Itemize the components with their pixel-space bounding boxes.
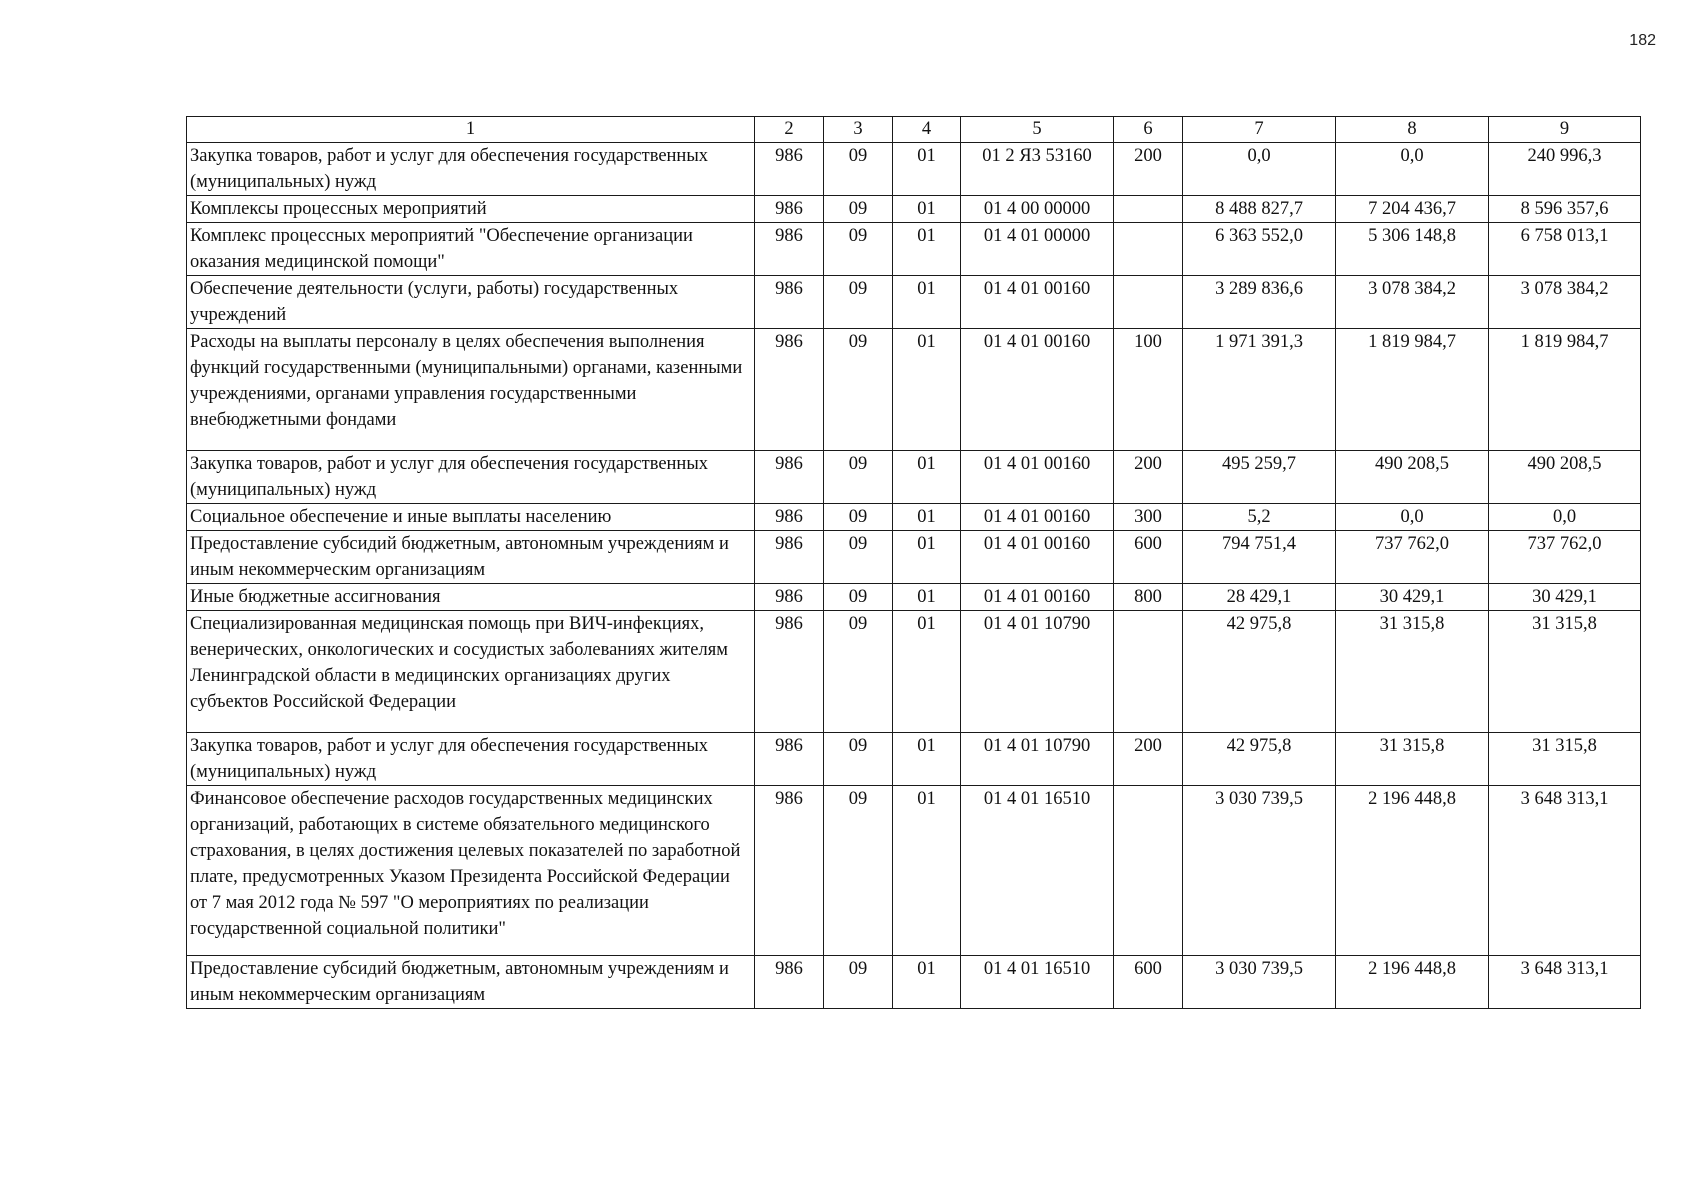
amount-col8-cell: 31 315,8: [1336, 733, 1489, 786]
section-cell: 09: [824, 223, 893, 276]
subsection-cell: 01: [893, 504, 961, 531]
row-name-cell: Комплексы процессных мероприятий: [187, 196, 755, 223]
amount-col9-cell: 737 762,0: [1489, 531, 1641, 584]
column-header: 9: [1489, 117, 1641, 143]
row-name-cell: Закупка товаров, работ и услуг для обеспечения государственных (муниципальных) нужд: [187, 143, 755, 196]
row-name-cell: Финансовое обеспечение расходов государственных медицинских организаций, работающих в системе обязательного медицинского страхования, в целях достижения целевых показателей по заработной плате, предусмотренных Указом Президента Российской Федерации от 7 мая 2012 года № 597 "О мероприятиях по реализации государственной социальной политики": [187, 786, 755, 956]
table-row: [187, 611, 1641, 733]
amount-col7-cell: 0,0: [1183, 143, 1336, 196]
expense-type-cell: [1114, 611, 1183, 733]
expense-type-cell: [1114, 196, 1183, 223]
column-header: 4: [893, 117, 961, 143]
target-article-cell: 01 4 00 00000: [961, 196, 1114, 223]
row-name-cell: Социальное обеспечение и иные выплаты населению: [187, 504, 755, 531]
target-article-cell: 01 4 01 00160: [961, 531, 1114, 584]
amount-col7-cell: 5,2: [1183, 504, 1336, 531]
page-number: 182: [1629, 32, 1656, 49]
amount-col9-cell: 3 648 313,1: [1489, 786, 1641, 956]
expense-type-cell: [1114, 786, 1183, 956]
section-cell: 09: [824, 584, 893, 611]
publisher-code-cell: 986: [755, 786, 824, 956]
publisher-code-cell: 986: [755, 223, 824, 276]
amount-col7-cell: 794 751,4: [1183, 531, 1336, 584]
expense-type-cell: [1114, 223, 1183, 276]
table-row: [187, 143, 1641, 196]
publisher-code-cell: 986: [755, 276, 824, 329]
amount-col8-cell: 2 196 448,8: [1336, 956, 1489, 1009]
target-article-cell: 01 4 01 16510: [961, 786, 1114, 956]
amount-col9-cell: 0,0: [1489, 504, 1641, 531]
row-name-cell: Комплекс процессных мероприятий "Обеспечение организации оказания медицинской помощи": [187, 223, 755, 276]
section-cell: 09: [824, 451, 893, 504]
target-article-cell: 01 4 01 00160: [961, 504, 1114, 531]
column-header: 2: [755, 117, 824, 143]
amount-col8-cell: 30 429,1: [1336, 584, 1489, 611]
amount-col9-cell: 8 596 357,6: [1489, 196, 1641, 223]
table-row: [187, 329, 1641, 451]
amount-col7-cell: 42 975,8: [1183, 733, 1336, 786]
table-row: [187, 956, 1641, 1009]
amount-col7-cell: 495 259,7: [1183, 451, 1336, 504]
target-article-cell: 01 2 Я3 53160: [961, 143, 1114, 196]
subsection-cell: 01: [893, 611, 961, 733]
section-cell: 09: [824, 956, 893, 1009]
subsection-cell: 01: [893, 329, 961, 451]
section-cell: 09: [824, 786, 893, 956]
amount-col9-cell: 30 429,1: [1489, 584, 1641, 611]
amount-col8-cell: 0,0: [1336, 504, 1489, 531]
column-number-row: [187, 117, 1641, 143]
amount-col8-cell: 31 315,8: [1336, 611, 1489, 733]
amount-col9-cell: 3 648 313,1: [1489, 956, 1641, 1009]
column-header: 3: [824, 117, 893, 143]
column-header: 7: [1183, 117, 1336, 143]
amount-col8-cell: 737 762,0: [1336, 531, 1489, 584]
publisher-code-cell: 986: [755, 733, 824, 786]
amount-col8-cell: 2 196 448,8: [1336, 786, 1489, 956]
expense-type-cell: 600: [1114, 531, 1183, 584]
table-row: [187, 504, 1641, 531]
table-row: [187, 223, 1641, 276]
subsection-cell: 01: [893, 276, 961, 329]
section-cell: 09: [824, 531, 893, 584]
expense-type-cell: 200: [1114, 733, 1183, 786]
target-article-cell: 01 4 01 10790: [961, 733, 1114, 786]
subsection-cell: 01: [893, 786, 961, 956]
amount-col8-cell: 5 306 148,8: [1336, 223, 1489, 276]
amount-col7-cell: 1 971 391,3: [1183, 329, 1336, 451]
amount-col9-cell: 240 996,3: [1489, 143, 1641, 196]
table-row: [187, 733, 1641, 786]
subsection-cell: 01: [893, 531, 961, 584]
table-row: [187, 276, 1641, 329]
amount-col7-cell: 8 488 827,7: [1183, 196, 1336, 223]
amount-col7-cell: 6 363 552,0: [1183, 223, 1336, 276]
column-header: 6: [1114, 117, 1183, 143]
section-cell: 09: [824, 504, 893, 531]
target-article-cell: 01 4 01 00000: [961, 223, 1114, 276]
table-row: [187, 786, 1641, 956]
row-name-cell: Специализированная медицинская помощь при ВИЧ-инфекциях, венерических, онкологических и сосудистых заболеваниях жителям Ленинградской области в медицинских организациях других субъектов Российской Федерации: [187, 611, 755, 733]
section-cell: 09: [824, 276, 893, 329]
table-row: [187, 584, 1641, 611]
table-row: [187, 531, 1641, 584]
subsection-cell: 01: [893, 451, 961, 504]
column-header: 8: [1336, 117, 1489, 143]
target-article-cell: 01 4 01 00160: [961, 276, 1114, 329]
publisher-code-cell: 986: [755, 584, 824, 611]
amount-col8-cell: 0,0: [1336, 143, 1489, 196]
amount-col7-cell: 3 030 739,5: [1183, 956, 1336, 1009]
target-article-cell: 01 4 01 00160: [961, 584, 1114, 611]
row-name-cell: Предоставление субсидий бюджетным, автономным учреждениям и иным некоммерческим организациям: [187, 531, 755, 584]
amount-col9-cell: 3 078 384,2: [1489, 276, 1641, 329]
amount-col9-cell: 31 315,8: [1489, 611, 1641, 733]
target-article-cell: 01 4 01 00160: [961, 451, 1114, 504]
subsection-cell: 01: [893, 733, 961, 786]
publisher-code-cell: 986: [755, 956, 824, 1009]
expense-type-cell: 100: [1114, 329, 1183, 451]
amount-col9-cell: 1 819 984,7: [1489, 329, 1641, 451]
publisher-code-cell: 986: [755, 329, 824, 451]
subsection-cell: 01: [893, 143, 961, 196]
amount-col7-cell: 3 030 739,5: [1183, 786, 1336, 956]
row-name-cell: Расходы на выплаты персоналу в целях обеспечения выполнения функций государственными (муниципальными) органами, казенными учреждениями, органами управления государственными внебюджетными фондами: [187, 329, 755, 451]
expense-type-cell: 600: [1114, 956, 1183, 1009]
expense-type-cell: [1114, 276, 1183, 329]
expense-type-cell: 800: [1114, 584, 1183, 611]
amount-col7-cell: 3 289 836,6: [1183, 276, 1336, 329]
amount-col8-cell: 490 208,5: [1336, 451, 1489, 504]
amount-col9-cell: 31 315,8: [1489, 733, 1641, 786]
amount-col8-cell: 1 819 984,7: [1336, 329, 1489, 451]
column-header: 5: [961, 117, 1114, 143]
expense-type-cell: 200: [1114, 451, 1183, 504]
amount-col9-cell: 490 208,5: [1489, 451, 1641, 504]
amount-col9-cell: 6 758 013,1: [1489, 223, 1641, 276]
publisher-code-cell: 986: [755, 196, 824, 223]
row-name-cell: Закупка товаров, работ и услуг для обеспечения государственных (муниципальных) нужд: [187, 451, 755, 504]
row-name-cell: Иные бюджетные ассигнования: [187, 584, 755, 611]
publisher-code-cell: 986: [755, 504, 824, 531]
target-article-cell: 01 4 01 10790: [961, 611, 1114, 733]
table-row: [187, 196, 1641, 223]
target-article-cell: 01 4 01 00160: [961, 329, 1114, 451]
subsection-cell: 01: [893, 196, 961, 223]
budget-table: [186, 116, 1641, 1009]
subsection-cell: 01: [893, 956, 961, 1009]
section-cell: 09: [824, 196, 893, 223]
subsection-cell: 01: [893, 584, 961, 611]
amount-col8-cell: 7 204 436,7: [1336, 196, 1489, 223]
target-article-cell: 01 4 01 16510: [961, 956, 1114, 1009]
subsection-cell: 01: [893, 223, 961, 276]
amount-col7-cell: 28 429,1: [1183, 584, 1336, 611]
table-row: [187, 451, 1641, 504]
publisher-code-cell: 986: [755, 611, 824, 733]
section-cell: 09: [824, 329, 893, 451]
row-name-cell: Закупка товаров, работ и услуг для обеспечения государственных (муниципальных) нужд: [187, 733, 755, 786]
column-header: 1: [187, 117, 755, 143]
amount-col7-cell: 42 975,8: [1183, 611, 1336, 733]
section-cell: 09: [824, 143, 893, 196]
row-name-cell: Предоставление субсидий бюджетным, автономным учреждениям и иным некоммерческим организациям: [187, 956, 755, 1009]
expense-type-cell: 300: [1114, 504, 1183, 531]
amount-col8-cell: 3 078 384,2: [1336, 276, 1489, 329]
publisher-code-cell: 986: [755, 143, 824, 196]
publisher-code-cell: 986: [755, 451, 824, 504]
expense-type-cell: 200: [1114, 143, 1183, 196]
section-cell: 09: [824, 611, 893, 733]
row-name-cell: Обеспечение деятельности (услуги, работы) государственных учреждений: [187, 276, 755, 329]
publisher-code-cell: 986: [755, 531, 824, 584]
section-cell: 09: [824, 733, 893, 786]
